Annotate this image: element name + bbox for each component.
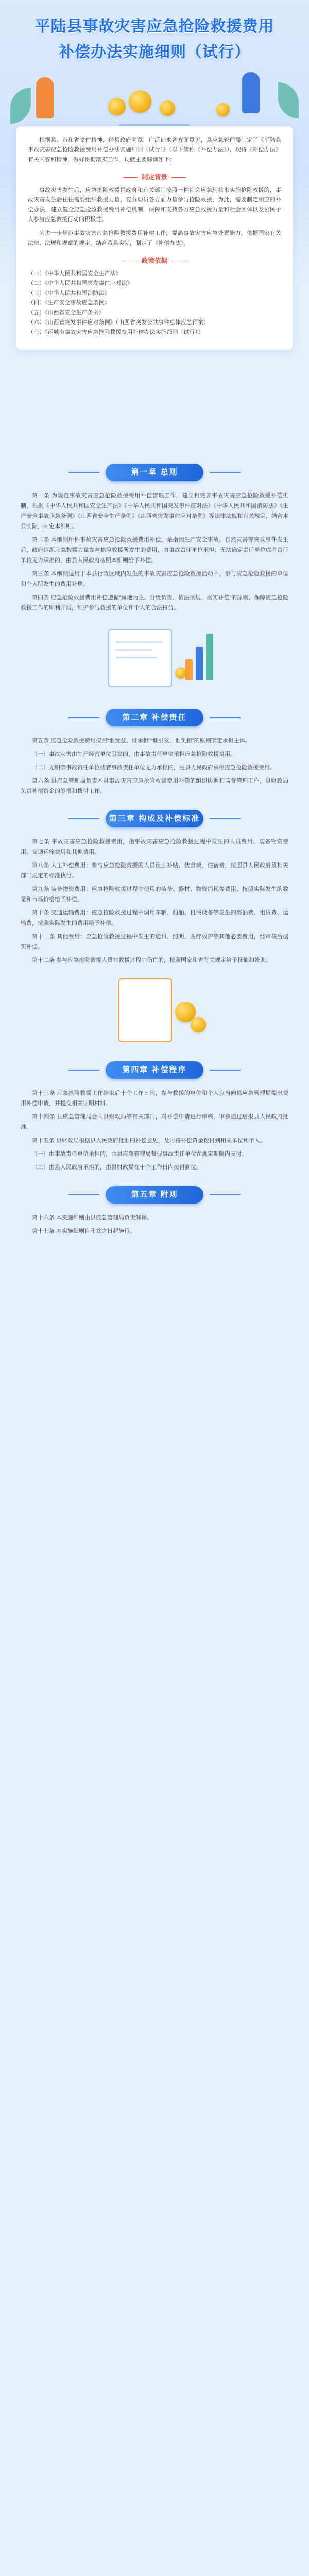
money-illustration (21, 971, 288, 1048)
document-illustration (118, 978, 172, 1042)
bar-illustration (185, 659, 193, 680)
chapter-paragraph: 第四条 应急抢险救援费用补偿遵循“属地为主、分级负责、依法依规、据实补偿”的原则，保障应急抢险救援工作的顺利开展，维护参与救援的单位和个人的合法权益。 (21, 595, 288, 611)
chapter-paragraph: 第六条 县应急管理局负责本县事故灾害应急抢险救援费用补偿的组织协调和监督管理工作，县财政局负责补偿资金的筹措和拨付工作。 (21, 778, 288, 794)
section-heading-background: 制定背景 (28, 172, 281, 181)
coin-icon (160, 100, 175, 116)
chapter-paragraph: 第十二条 参与应急抢险救援人员在救援过程中伤亡的，按照国家和省有关规定给予抚恤和补助。 (32, 957, 272, 963)
chapter-paragraph: 第十条 交通运输费用：应急抢险救援过程中调用车辆、船舶、机械设备等发生的燃油费、租赁费、运输费，按照实际发生的费用给予补偿。 (21, 910, 288, 926)
chapter-heading: 第五章 附则 (106, 1186, 203, 1204)
chapter-paragraph: 第三条 本细则适用于本县行政区域内发生的事故灾害应急抢险救援活动中，参与应急抢险救援的单位和个人所发生的费用补偿。 (21, 571, 288, 587)
document-line (116, 641, 162, 643)
background-paragraph: 事故灾害发生后，应急抢险救援是政府和有关部门按照一种社会应急现状来实施抢险救援的，事故灾害发生后往往需要组织救援力量，充分动员各方面力量参与抢险救援，为此，需要制定相应的补偿办法，建立健全应急抢险救援费用补偿机制，保障和支持各方应急救援力量和社会团体以及公民个人参与应急救援行动的积极性。 (28, 187, 281, 223)
coin-icon (216, 103, 230, 116)
hero-banner (0, 0, 309, 335)
basis-list (28, 269, 281, 337)
chapter-heading: 第四章 补偿程序 (106, 1061, 203, 1079)
chapter-paragraph: 第一条 为规范事故灾害应急抢险救援费用补偿管理工作，建立和完善事故灾害应急抢险救援补偿机制，根据《中华人民共和国安全生产法》《中华人民共和国突发事件应对法》《中华人民共和国消防法》《生产安全事故应急条例》《山西省安全生产条例》《山西省突发事件应对条例》等法律法规和有关规定，结合本县实际，制定本细则。 (21, 493, 288, 530)
coin-icon (191, 1017, 206, 1032)
basis-item: （六）《山西省突发事件应对条例》（山西省突发公共事件总体应急预案） (28, 319, 209, 326)
intro-card (16, 126, 293, 350)
chapter-paragraph: （一）由事故责任单位承担的，由县应急管理局督促事故责任单位在规定期限内支付。 (32, 1151, 247, 1157)
chapter-heading: 第一章 总则 (106, 464, 203, 481)
chapter-paragraph: 第二条 本细则所称事故灾害应急抢险救援费用补偿，是指因生产安全事故、自然灾害等突发事件发生后，政府组织应急救援力量参与抢险救援所发生的费用，由事故责任单位承担；无法确定责任单位或者责任单位无力承担的，由县人民政府按照本细则给予补偿。 (21, 537, 288, 564)
chapter-paragraph: （二）由县人民政府承担的，由县财政局在十个工作日内拨付到位。 (32, 1164, 202, 1171)
basis-item: （三）《中华人民共和国消防法》 (28, 290, 110, 296)
chapter-paragraph: （一）事故灾害由生产经营单位引发的，由事故责任单位承担应急抢险救援费用。 (32, 751, 236, 757)
chapter-paragraph: 第十七条 本实施细则自印发之日起施行。 (32, 1228, 136, 1234)
background-paragraph: 为进一步规范事故灾害应急抢险救援费用补偿工作，提高事故灾害应急处置能力，依据国家有关法律、法规和规章的规定，结合我县实际，制定了《补偿办法》。 (28, 230, 281, 246)
basis-item: （五）《山西省安全生产条例》 (28, 310, 105, 316)
chapter-paragraph: 第五条 应急抢险救援费用按照“谁受益、谁承担”“谁引发、谁负担”的原则确定承担主体。 (32, 738, 251, 744)
document-line (116, 649, 152, 651)
chart-illustration (21, 618, 288, 696)
chapter-paragraph: 第七条 事故灾害应急抢险救援费用，指事故灾害应急抢险救援过程中发生的人员费用、装备物资费用、交通运输费用和其他费用。 (21, 839, 288, 855)
basis-item: （二）《中华人民共和国突发事件应对法》 (28, 280, 133, 286)
document-line (116, 657, 157, 658)
bar-illustration (206, 634, 213, 680)
chapter-heading: 第二章 补偿责任 (106, 709, 203, 726)
coin-icon (108, 98, 126, 115)
title-line-2: 补偿办法实施细则（试行） (59, 43, 250, 61)
chapter-paragraph: 第十三条 应急抢险救援工作结束后十个工作日内，参与救援的单位和个人应当向县应急管理局提出费用补偿申请，并提交相关证明材料。 (21, 1090, 288, 1107)
chapter-paragraph: 第九条 装备物资费用：应急抢险救援过程中使用的装备、器材、物资消耗等费用，按照实际发生的数量和市场价格给予补偿。 (21, 886, 288, 903)
basis-item: （一）《中华人民共和国安全生产法》 (28, 270, 122, 277)
chapter-paragraph: （二）无明确事故责任单位或者事故责任单位无力承担的，由县人民政府承担应急抢险救援费用。 (32, 765, 276, 771)
section-heading-basis: 政策依据 (28, 256, 281, 265)
coin-icon (175, 667, 186, 679)
page-title (0, 13, 309, 62)
content-section (0, 464, 309, 1236)
basis-item: （七）《运城市事故灾害应急抢险救援费用补偿办法实施细则（试行）》 (28, 329, 203, 335)
basis-item: （四）《生产安全事故应急条例》 (28, 300, 110, 306)
chapter-heading: 第三章 构成及补偿标准 (106, 810, 203, 827)
coin-icon (129, 90, 151, 113)
bar-illustration (196, 647, 203, 680)
title-line-1: 平陆县事故灾害应急抢险救援费用 (35, 18, 274, 36)
person-illustration (242, 72, 260, 113)
leaf-decoration (10, 88, 31, 124)
leaf-decoration (278, 82, 299, 118)
chapter-paragraph: 第十四条 县应急管理局会同县财政局等有关部门，对补偿申请进行审核，审核通过后报县人民政府批准。 (21, 1114, 288, 1130)
chapter-paragraph: 第八条 人工补偿费用：参与应急抢险救援的人员误工补贴、伙食费、住宿费，按照县人民政府及相关部门规定的标准执行。 (21, 862, 288, 879)
intro-paragraph: 根据县、市和省文件精神，经县政府同意，广泛征求各方面意见，县应急管理局制定了《平陆县事故灾害应急抢险救援费用补偿办法实施细则（试行）》（以下简称《补偿办法》），现将《补偿办法》有关内容和精神，做好贯彻落实工作，现就主要解读如下： (28, 137, 281, 163)
person-illustration (36, 77, 54, 118)
chapter-paragraph: 第十一条 其他费用：应急抢险救援过程中发生的通讯、照明、医疗救护等其他必要费用，经审核后据实补偿。 (21, 934, 288, 950)
chapter-paragraph: 第十六条 本实施细则由县应急管理局负责解释。 (32, 1215, 153, 1221)
chapter-paragraph: 第十五条 县财政局根据县人民政府批准的补偿意见，及时将补偿资金拨付到相关单位和个人。 (32, 1138, 266, 1144)
